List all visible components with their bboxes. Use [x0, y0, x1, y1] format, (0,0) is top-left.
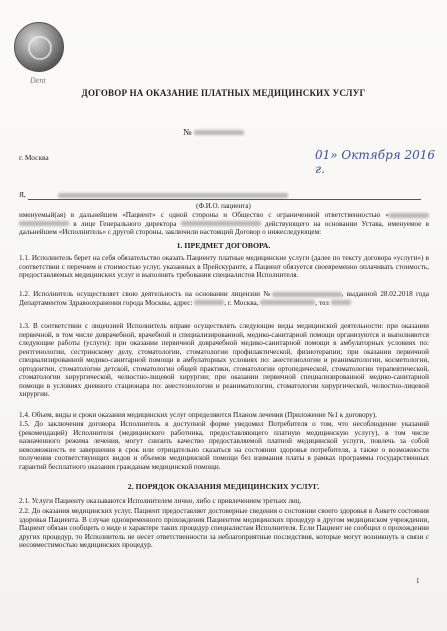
clause-1-2: 1.2. Исполнитель осуществляет свою деятельность на основании лицензии № , выданной 28.02.2018 года Департаментом Здравоохранения города Москвы, адрес: , г. Москва, , тел	[19, 290, 429, 307]
page-number: 1	[416, 577, 420, 585]
clause-1-4: 1.4. Объем, виды и сроки оказания медицинских услуг определяются Планом лечения (Приложение №1 к договору).	[19, 411, 377, 419]
redacted-number	[194, 130, 244, 135]
intro-paragraph: именуемый(ая) в дальнейшем «Пациент» с одной стороны и Общество с ограниченной ответственностью « в лице Генерального директора действующего на основании Устава, именуемое в дальнейшем «Исполнитель» с другой стороны, заключили настоящий Договор о нижеследующем:	[19, 211, 429, 236]
clause-2-2: 2.2. До оказания медицинских услуг, Пациент предоставляет достоверные сведения о состоянии своего здоровья в Анкете состояния здоровья Пациента. В случае одновременного прохождения Пациентом медицинских процедур в другом медицинском учреждении, Пациент обязан сообщить о виде и характере таких процедур специалистам Исполнителя. Если Пациент не сообщил о прохождении других процедур, то Исполнитель не несет ответственности за неблагоприятные последствия, которые могут возникнуть в связи с несовместимостью медицинских процедур.	[19, 507, 429, 549]
clinic-logo	[14, 22, 64, 72]
clause-1-3: 1.3. В соответствии с лицензией Исполнитель вправе осуществлять следующие виды медицинской деятельности: при оказании первичной, в том числе доврачебной, врачебной и специализированной, медико-санитарной помощи организуются и выполняются следующие работы (услуги): при оказании первичной доврачебной медико-санитарной помощи в амбулаторных условиях по: рентгенологии, сестринскому делу, стоматологии, стоматологии профилактической, физиотерапии; при оказании первичной специализированной медико-санитарной помощи в амбулаторных условиях по: анестезиологии и реаниматологии, косметологии, ортодонтии, стоматологии детской, стоматологии общей практики, стоматологии ортопедической, стоматологии терапевтической, стоматологии хирургической, челюстно-лицевой хирургии; при оказании первичной специализированной медико-санитарной помощи в условиях дневного стационара по: анестезиологии и реаниматологии, стоматологии хирургической, челюстно-лицевой хирургии.	[19, 322, 429, 398]
section-2-heading: 2. ПОРЯДОК ОКАЗАНИЯ МЕДИЦИНСКИХ УСЛУГ.	[127, 482, 320, 491]
document-title: ДОГОВОР НА ОКАЗАНИЕ ПЛАТНЫХ МЕДИЦИНСКИХ УСЛУГ	[81, 88, 366, 98]
patient-name-line: Я,	[19, 190, 288, 199]
logo-text: Dent	[30, 76, 46, 85]
fio-caption: (Ф.И.О. пациента)	[196, 202, 251, 210]
contract-city: г. Москва	[19, 153, 49, 162]
contract-date: 01» Октября 2016 г.	[315, 148, 436, 176]
clause-2-1: 2.1. Услуги Пациенту оказываются Исполнителем лично, либо с привлечением третьих лиц.	[19, 497, 302, 505]
fio-underline	[28, 199, 421, 200]
section-1-heading: 1. ПРЕДМЕТ ДОГОВОРА.	[176, 241, 271, 250]
contract-number: №	[183, 127, 244, 137]
clause-1-5: 1.5. До заключения договора Исполнитель в доступной форме уведомил Потребителя о том, что несоблюдение указаний (рекомендаций) Исполнителя (медицинского работника, предоставляющего платную медицинскую услугу), в том числе назначенного режима лечения, могут снизить качество предоставляемой платной медицинской услуги, повлечь за собой невозможность ее завершения в срок или отрицательно сказаться на состоянии здоровья потребителя, а также о возможности получения соответствующих видов и объемов медицинской помощи без взимания платы в рамках программы государственных гарантий бесплатного оказания гражданам медицинской помощи.	[19, 420, 429, 471]
redacted-patient-name	[58, 193, 288, 198]
clause-1-1: 1.1. Исполнитель берет на себя обязательство оказать Пациенту платные медицинские услуги (далее по тексту договора «услуги») в соответствии с перечнем и стоимостью услуг, указанных в Прейскуранте, а Пациент обязуется своевременно оплачивать стоимость, предоставляемых медицинских услуг и выполнять требования специалистов Исполнителя.	[19, 254, 429, 279]
